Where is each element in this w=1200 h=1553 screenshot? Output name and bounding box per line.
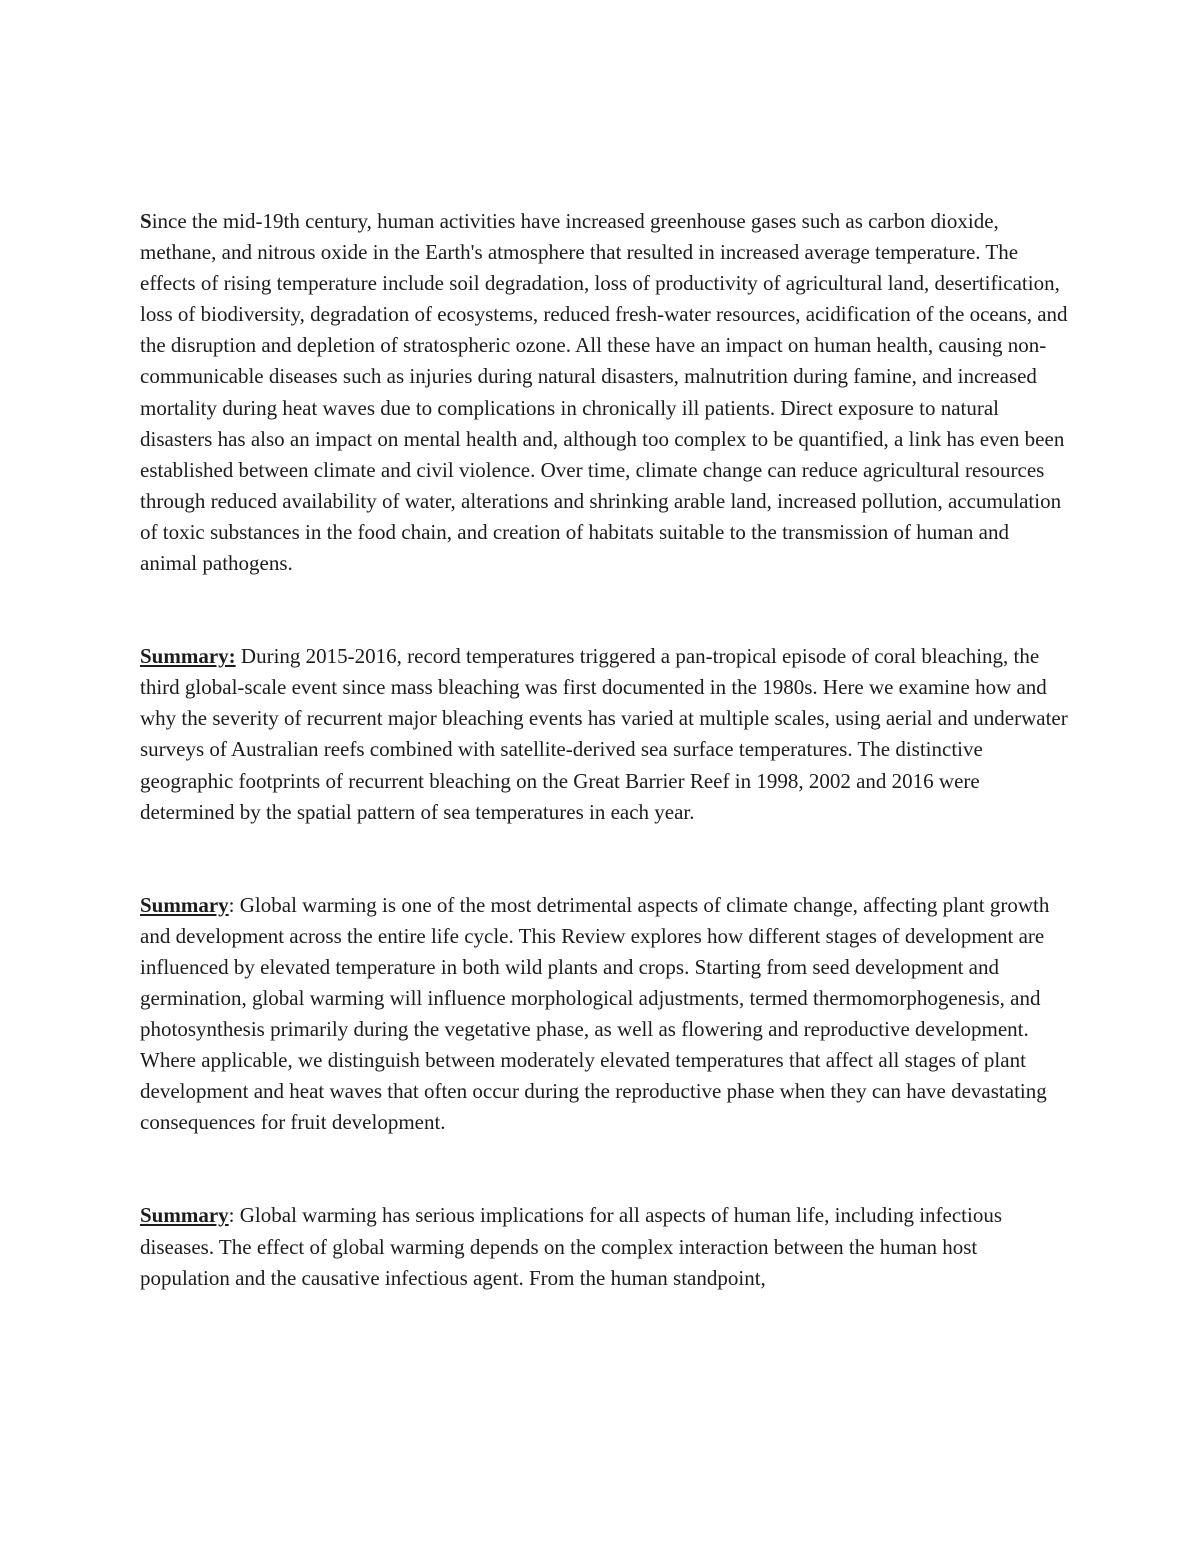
intro-paragraph-text: ince the mid-19th century, human activities have increased greenhouse gases such as carbon dioxide, methane, and nitrous oxide in the Earth's atmosphere that resulted in increased average temperature. The effects of rising temperature include soil degradation, loss of productivity of agricultural land, desertification, loss of biodiversity, degradation of ecosystems, reduced fresh-water resources, acidification of the oceans, and the disruption and depletion of stratospheric ozone. All these have an impact on human health, causing non-communicable diseases such as injuries during natural disasters, malnutrition during famine, and increased mortality during heat waves due to complications in chronically ill patients. Direct exposure to natural disasters has also an impact on mental health and, although too complex to be quantified, a link has even been established between climate and civil violence. Over time, climate change can reduce agricultural resources through reduced availability of water, alterations and shrinking arable land, increased pollution, accumulation of toxic substances in the food chain, and creation of habitats suitable to the transmission of human and animal pathogens.	[140, 209, 1068, 576]
summary-paragraph-infectious	[140, 1200, 1070, 1293]
summary-label: Summary:	[140, 644, 236, 669]
summary-paragraph-plants	[140, 890, 1070, 1139]
summary-text: : Global warming has serious implications for all aspects of human life, including infectious diseases. The effect of global warming depends on the complex interaction between the human host population and the causative infectious agent. From the human standpoint,	[140, 1203, 1003, 1290]
summary-label: Summary	[140, 1203, 229, 1228]
document-body	[140, 206, 1070, 1294]
summary-label: Summary	[140, 892, 229, 917]
summary-text: : Global warming is one of the most detrimental aspects of climate change, affecting plant growth and development across the entire life cycle. This Review explores how different stages of development are influenced by elevated temperature in both wild plants and crops. Starting from seed development and germination, global warming will influence morphological adjustments, termed thermomorphogenesis, and photosynthesis primarily during the vegetative phase, as well as flowering and reproductive development. Where applicable, we distinguish between moderately elevated temperatures that affect all stages of plant development and heat waves that often occur during the reproductive phase when they can have devastating consequences for fruit development.	[140, 892, 1050, 1135]
intro-lead-letter: S	[140, 209, 152, 233]
intro-paragraph	[140, 206, 1070, 579]
summary-paragraph-coral	[140, 641, 1070, 828]
summary-text: During 2015-2016, record temperatures triggered a pan-tropical episode of coral bleaching, the third global-scale event since mass bleaching was first documented in the 1980s. Here we examine how and why the severity of recurrent major bleaching events has varied at multiple scales, using aerial and underwater surveys of Australian reefs combined with satellite-derived sea surface temperatures. The distinctive geographic footprints of recurrent bleaching on the Great Barrier Reef in 1998, 2002 and 2016 were determined by the spatial pattern of sea temperatures in each year.	[140, 644, 1068, 824]
